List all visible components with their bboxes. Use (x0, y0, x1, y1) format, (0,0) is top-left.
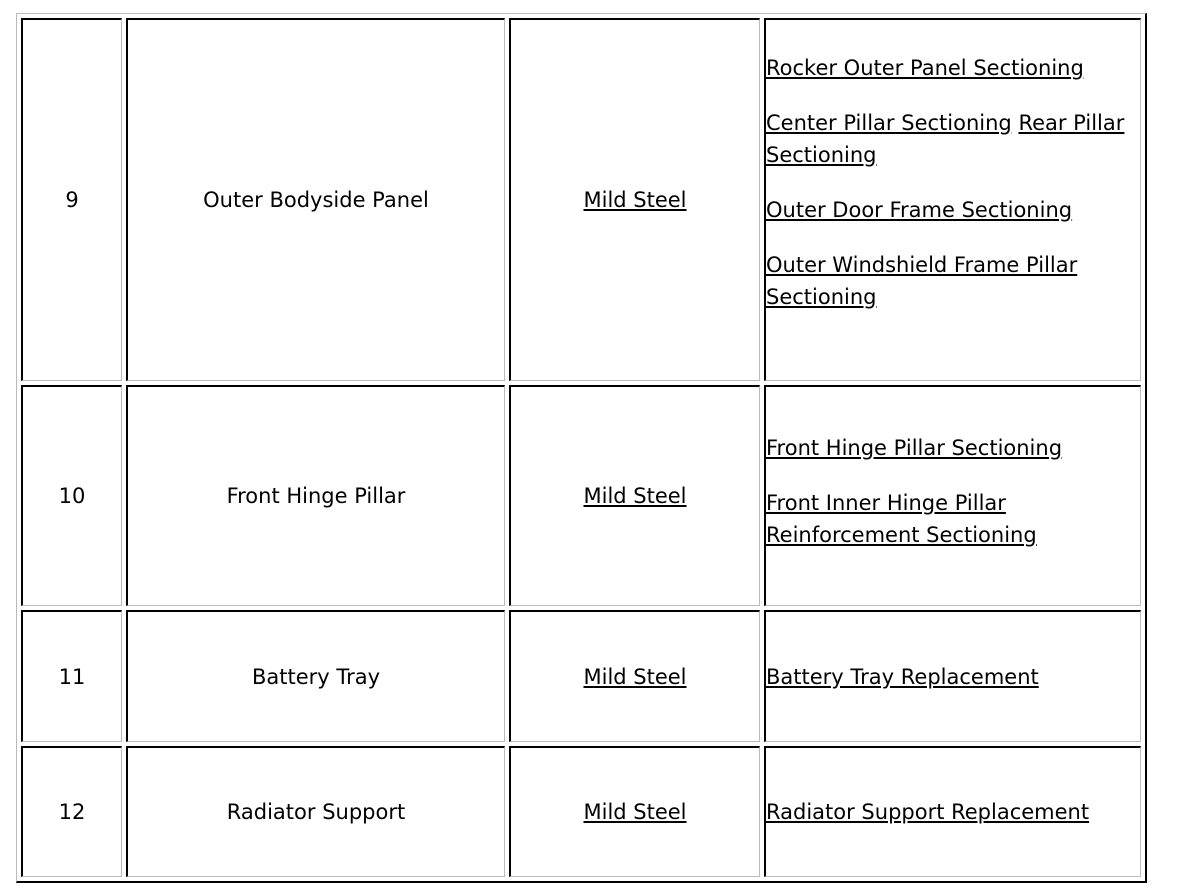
procedure-cell (764, 18, 1141, 381)
procedure-cell (764, 746, 1141, 877)
procedure-link-battery-tray-replacement[interactable]: Battery Tray Replacement (766, 664, 1039, 689)
procedure-line (766, 432, 1140, 464)
row-number: 9 (21, 18, 122, 381)
table-row (21, 746, 1141, 877)
material-link[interactable]: Mild Steel (583, 800, 687, 824)
part-name: Battery Tray (126, 610, 505, 742)
procedure-line (766, 661, 1140, 693)
procedure-line (766, 249, 1140, 313)
material-link[interactable]: Mild Steel (583, 484, 687, 508)
part-name: Front Hinge Pillar (126, 385, 505, 606)
procedure-line (766, 487, 1140, 551)
material-cell (509, 746, 760, 877)
procedure-line (766, 107, 1140, 171)
procedure-link-radiator-support-replacement[interactable]: Radiator Support Replacement (766, 800, 1090, 824)
procedure-link-rear-pillar-sectioning[interactable]: Rear Pillar Sectioning (766, 110, 1125, 167)
procedure-link-outer-door-frame-sectioning[interactable]: Outer Door Frame Sectioning (766, 197, 1073, 222)
procedure-link-front-inner-hinge-pillar-reinforcement-sectioning[interactable]: Front Inner Hinge Pillar Reinforcement Sectioning (766, 490, 1037, 547)
material-cell (509, 385, 760, 606)
procedure-line (766, 52, 1140, 84)
material-link[interactable]: Mild Steel (583, 664, 687, 689)
material-cell (509, 610, 760, 742)
row-number: 12 (21, 746, 122, 877)
table-row (21, 610, 1141, 742)
part-name: Outer Bodyside Panel (126, 18, 505, 381)
procedure-link-rocker-outer-panel-sectioning[interactable]: Rocker Outer Panel Sectioning (766, 55, 1084, 80)
material-link[interactable]: Mild Steel (583, 188, 687, 212)
table-row (21, 385, 1141, 606)
procedure-link-center-pillar-sectioning[interactable]: Center Pillar Sectioning (766, 110, 1012, 135)
procedure-cell (764, 385, 1141, 606)
table-row (21, 18, 1141, 381)
parts-table (16, 13, 1147, 883)
procedure-cell (764, 610, 1141, 742)
procedure-link-outer-windshield-frame-pillar-sectioning[interactable]: Outer Windshield Frame Pillar Sectioning (766, 252, 1078, 309)
part-name: Radiator Support (126, 746, 505, 877)
procedure-line (766, 194, 1140, 226)
procedure-link-front-hinge-pillar-sectioning[interactable]: Front Hinge Pillar Sectioning (766, 435, 1063, 460)
material-cell (509, 18, 760, 381)
row-number: 11 (21, 610, 122, 742)
row-number: 10 (21, 385, 122, 606)
procedure-line (766, 796, 1140, 828)
